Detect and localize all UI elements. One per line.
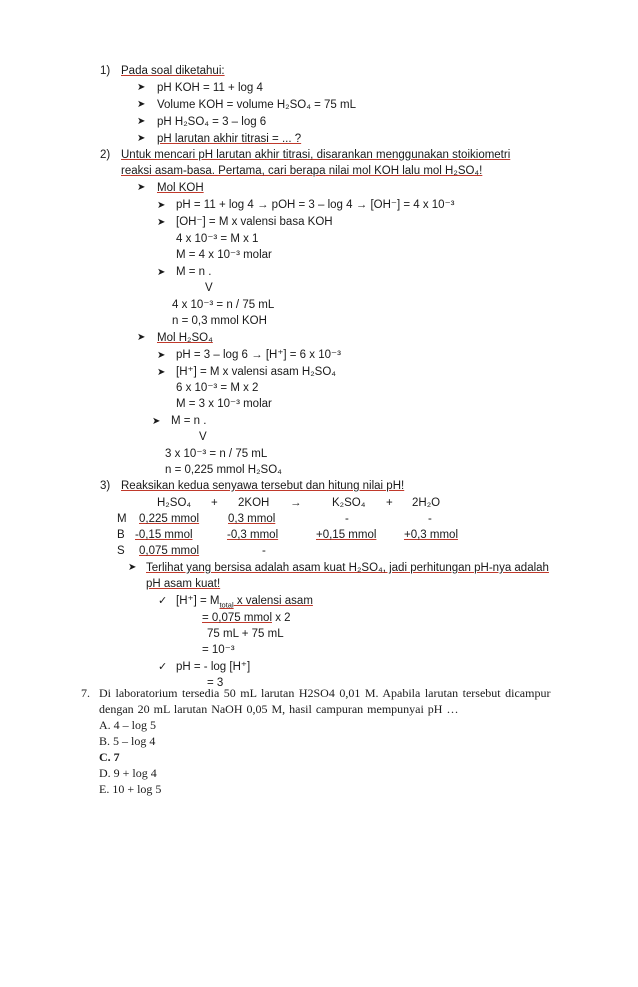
arrow-bullet-icon: ➤: [157, 267, 166, 278]
section-3-number: 3): [100, 480, 111, 492]
table-row-label: B: [117, 529, 125, 541]
h2so4-result: n = 0,225 mmol H₂SO₄: [165, 464, 282, 476]
checkmark-icon: ✓: [158, 595, 168, 607]
question-text-line-1: Di laboratorium tersedia 50 mL larutan H2SO4 0,01 M. Apabila larutan tersebut dicampur: [99, 686, 551, 700]
calc-ph: pH = - log [H⁺]: [176, 661, 251, 673]
given-item: pH H₂SO₄ = 3 – log 6: [157, 116, 267, 128]
reaction-species: K₂SO₄: [332, 497, 366, 509]
table-cell: -: [262, 545, 266, 557]
option-b: B. 5 – log 4: [99, 734, 156, 748]
h2so4-step: pH = 3 – log 6 → [H⁺] = 6 x 10⁻³: [176, 349, 341, 361]
conclusion-line-1: Terlihat yang bersisa adalah asam kuat H₂SO₄, jadi perhitungan pH-nya adalah: [146, 562, 549, 574]
koh-step: M = 4 x 10⁻³ molar: [176, 249, 272, 261]
question-text-line-2: dengan 20 mL larutan NaOH 0,05 M, hasil campuran mempunyai pH …: [99, 702, 459, 716]
arrow-bullet-icon: ➤: [157, 217, 166, 228]
reaction-species: 2KOH: [238, 497, 270, 509]
option-e: E. 10 + log 5: [99, 782, 162, 796]
koh-step: 4 x 10⁻³ = M x 1: [176, 233, 259, 245]
option-c-answer: C. 7: [99, 750, 120, 764]
table-cell: 0,225 mmol: [139, 513, 200, 525]
table-cell: +0,3 mmol: [404, 529, 459, 541]
koh-step: 4 x 10⁻³ = n / 75 mL: [172, 299, 275, 311]
arrow-bullet-icon: ➤: [128, 562, 137, 573]
reaction-plus: +: [386, 497, 393, 509]
arrow-bullet-icon: ➤: [137, 332, 146, 343]
table-cell: -: [345, 513, 349, 525]
calc-numerator: = 0,075 mmol x 2: [202, 612, 291, 624]
table-row-label: S: [117, 545, 125, 557]
arrow-bullet-icon: ➤: [157, 367, 166, 378]
calc-ph-result: = 3: [207, 677, 224, 689]
checkmark-icon: ✓: [158, 661, 168, 673]
table-cell: +0,15 mmol: [316, 529, 377, 541]
arrow-bullet-icon: ➤: [137, 182, 146, 193]
arrow-bullet-icon: ➤: [137, 82, 146, 93]
h2so4-step: 6 x 10⁻³ = M x 2: [176, 382, 259, 394]
section-1-number: 1): [100, 65, 111, 77]
conclusion-line-2: pH asam kuat!: [146, 578, 221, 590]
koh-formula: M = n .: [176, 266, 212, 278]
reaction-species: 2H₂O: [412, 497, 441, 509]
given-item: Volume KOH = volume H₂SO₄ = 75 mL: [157, 99, 356, 111]
table-cell: -0,15 mmol: [135, 529, 193, 541]
h2so4-step: [H⁺] = M x valensi asam H₂SO₄: [176, 366, 336, 378]
calc-denominator: 75 mL + 75 mL: [207, 628, 284, 640]
given-item: pH larutan akhir titrasi = ... ?: [157, 133, 302, 145]
section-2-number: 2): [100, 149, 111, 161]
arrow-bullet-icon: ➤: [137, 99, 146, 110]
h2so4-step: M = 3 x 10⁻³ molar: [176, 398, 272, 410]
arrow-bullet-icon: ➤: [157, 350, 166, 361]
section-2-heading-line-2: reaksi asam-basa. Pertama, cari berapa nilai mol KOH lalu mol H₂SO₄!: [121, 165, 483, 177]
given-item: pH KOH = 11 + log 4: [157, 82, 263, 94]
h2so4-formula: M = n .: [171, 415, 207, 427]
mol-h2so4-title: Mol H₂SO₄: [157, 332, 213, 344]
h2so4-formula-denominator: V: [199, 431, 207, 443]
calc-result: = 10⁻³: [202, 644, 235, 656]
section-2-heading-line-1: Untuk mencari pH larutan akhir titrasi, disarankan menggunakan stoikiometri: [121, 149, 511, 161]
table-row-label: M: [117, 513, 127, 525]
koh-step: pH = 11 + log 4 → pOH = 3 – log 4 → [OH⁻] = 4 x 10⁻³: [176, 199, 455, 211]
table-cell: 0,3 mmol: [228, 513, 276, 525]
arrow-bullet-icon: ➤: [137, 116, 146, 127]
arrow-bullet-icon: ➤: [152, 416, 161, 427]
section-1-heading: Pada soal diketahui:: [121, 65, 225, 77]
koh-step: [OH⁻] = M x valensi basa KOH: [176, 216, 333, 228]
table-cell: -0,3 mmol: [227, 529, 279, 541]
section-3-heading: Reaksikan kedua senyawa tersebut dan hitung nilai pH!: [121, 480, 405, 492]
h2so4-step: 3 x 10⁻³ = n / 75 mL: [165, 448, 268, 460]
option-a: A. 4 – log 5: [99, 718, 156, 732]
reaction-plus: +: [211, 497, 218, 509]
option-d: D. 9 + log 4: [99, 766, 157, 780]
koh-result: n = 0,3 mmol KOH: [172, 315, 267, 327]
table-cell: -: [428, 513, 432, 525]
reaction-species: H₂SO₄: [157, 497, 192, 509]
calc-h-ion: $[H^+] = M_{total}$ x valensi asam: [176, 595, 313, 610]
koh-formula-denominator: V: [205, 282, 213, 294]
mol-koh-title: Mol KOH: [157, 182, 204, 194]
reaction-arrow: →: [290, 497, 302, 509]
question-number: 7.: [81, 686, 90, 700]
table-cell: 0,075 mmol: [139, 545, 200, 557]
arrow-bullet-icon: ➤: [157, 200, 166, 211]
arrow-bullet-icon: ➤: [137, 133, 146, 144]
